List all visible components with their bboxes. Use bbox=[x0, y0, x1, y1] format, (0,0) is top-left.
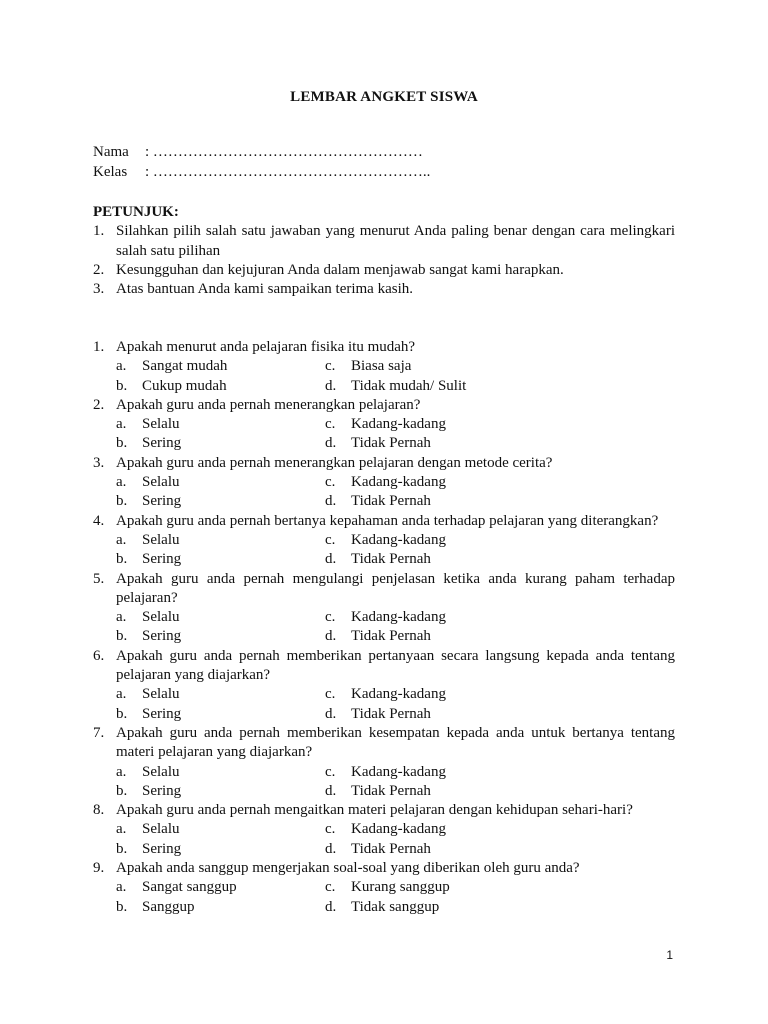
option-row bbox=[93, 473, 675, 492]
answer-option-c[interactable] bbox=[325, 763, 446, 782]
name-blank: : ……………………………………………… bbox=[145, 144, 423, 160]
answer-option-d[interactable] bbox=[325, 627, 431, 646]
answer-option-b[interactable] bbox=[116, 782, 181, 801]
option-text: Kadang-kadang bbox=[351, 763, 446, 780]
option-row bbox=[93, 608, 675, 627]
option-text: Selalu bbox=[142, 474, 180, 491]
question-text-line bbox=[93, 724, 675, 763]
option-text: Selalu bbox=[142, 821, 180, 838]
option-row bbox=[93, 531, 675, 550]
question-text-line bbox=[93, 647, 675, 686]
option-letter: a. bbox=[116, 821, 127, 838]
option-text: Tidak sanggup bbox=[351, 898, 440, 915]
option-row bbox=[93, 415, 675, 434]
instruction-text: Atas bantuan Anda kami sampaikan terima kasih. bbox=[116, 281, 414, 298]
option-letter: d. bbox=[325, 782, 337, 799]
option-text: Sering bbox=[142, 705, 182, 722]
option-text: Sangat mudah bbox=[142, 358, 228, 375]
answer-option-c[interactable] bbox=[325, 878, 450, 897]
question-text-line bbox=[93, 512, 675, 531]
page-title: LEMBAR ANGKET SISWA bbox=[290, 89, 478, 105]
question-number: 6. bbox=[93, 647, 105, 664]
question-number: 3. bbox=[93, 454, 105, 471]
question-number: 4. bbox=[93, 512, 105, 529]
option-row bbox=[93, 820, 675, 839]
option-letter: b. bbox=[116, 705, 128, 722]
answer-option-d[interactable] bbox=[325, 377, 466, 396]
answer-option-d[interactable] bbox=[325, 550, 431, 569]
option-letter: c. bbox=[325, 416, 336, 433]
option-row bbox=[93, 782, 675, 801]
answer-option-c[interactable] bbox=[325, 415, 446, 434]
answer-option-b[interactable] bbox=[116, 840, 181, 859]
question-number: 7. bbox=[93, 724, 105, 741]
option-letter: a. bbox=[116, 474, 127, 491]
option-letter: a. bbox=[116, 879, 127, 896]
option-letter: b. bbox=[116, 898, 128, 915]
option-text: Selalu bbox=[142, 686, 180, 703]
instruction-item bbox=[93, 222, 675, 261]
option-letter: c. bbox=[325, 609, 336, 626]
question-number: 1. bbox=[93, 339, 105, 355]
option-letter: b. bbox=[116, 628, 128, 645]
option-letter: d. bbox=[325, 628, 337, 645]
option-text: Sering bbox=[142, 493, 182, 510]
answer-option-c[interactable] bbox=[325, 608, 446, 627]
question-block bbox=[93, 859, 675, 917]
question-text: Apakah guru anda pernah memberikan kesempatan kepada anda untuk bertanya tentang materi pelajaran yang diajarkan? bbox=[116, 724, 675, 761]
option-letter: d. bbox=[325, 435, 337, 452]
question-number: 9. bbox=[93, 860, 105, 877]
question-text: Apakah guru anda pernah menerangkan pelajaran dengan metode cerita? bbox=[116, 454, 553, 471]
option-text: Sering bbox=[142, 840, 182, 857]
option-text: Sanggup bbox=[142, 898, 195, 915]
option-text: Kadang-kadang bbox=[351, 609, 446, 626]
option-letter: c. bbox=[325, 531, 336, 548]
answer-option-a[interactable] bbox=[116, 763, 180, 782]
option-letter: d. bbox=[325, 377, 337, 394]
question-text: Apakah guru anda pernah memberikan pertanyaan secara langsung kepada anda tentang pelajaran yang diajarkan? bbox=[116, 647, 675, 684]
answer-option-a[interactable] bbox=[116, 415, 180, 434]
option-letter: d. bbox=[325, 493, 337, 510]
instruction-number: 2. bbox=[93, 261, 105, 278]
instructions-heading: PETUNJUK: bbox=[93, 204, 179, 220]
answer-option-a[interactable] bbox=[116, 531, 180, 550]
option-text: Tidak Pernah bbox=[351, 493, 431, 510]
answer-option-b[interactable] bbox=[116, 377, 227, 396]
option-letter: a. bbox=[116, 686, 127, 703]
option-text: Tidak Pernah bbox=[351, 782, 431, 799]
option-text: Kadang-kadang bbox=[351, 416, 446, 433]
option-text: Selalu bbox=[142, 416, 180, 433]
answer-option-b[interactable] bbox=[116, 550, 181, 569]
answer-option-c[interactable] bbox=[325, 357, 411, 376]
answer-option-a[interactable] bbox=[116, 608, 180, 627]
option-letter: c. bbox=[325, 879, 336, 896]
question-text: Apakah guru anda pernah menerangkan pelajaran? bbox=[116, 396, 421, 413]
option-letter: d. bbox=[325, 840, 337, 857]
answer-option-d[interactable] bbox=[325, 434, 431, 453]
instruction-text: Kesungguhan dan kejujuran Anda dalam menjawab sangat kami harapkan. bbox=[116, 261, 564, 278]
question-text-line bbox=[93, 570, 675, 609]
answer-option-d[interactable] bbox=[325, 705, 431, 724]
question-text: Apakah guru anda pernah mengaitkan materi pelajaran dengan kehidupan sehari-hari? bbox=[116, 802, 633, 819]
question-block bbox=[93, 724, 675, 801]
question-list bbox=[93, 338, 675, 917]
option-text: Tidak Pernah bbox=[351, 435, 431, 452]
option-text: Kurang sanggup bbox=[351, 879, 450, 896]
answer-option-d[interactable] bbox=[325, 840, 431, 859]
option-text: Cukup mudah bbox=[142, 377, 227, 394]
instruction-item bbox=[93, 261, 675, 280]
option-letter: d. bbox=[325, 551, 337, 568]
answer-option-b[interactable] bbox=[116, 705, 181, 724]
option-letter: b. bbox=[116, 551, 128, 568]
option-letter: b. bbox=[116, 435, 128, 452]
answer-option-b[interactable] bbox=[116, 627, 181, 646]
question-number: 8. bbox=[93, 802, 105, 819]
question-block bbox=[93, 647, 675, 724]
question-number: 5. bbox=[93, 570, 105, 587]
option-text: Sering bbox=[142, 551, 182, 568]
question-block bbox=[93, 396, 675, 454]
instruction-number: 3. bbox=[93, 281, 105, 298]
option-letter: c. bbox=[325, 821, 336, 838]
option-row bbox=[93, 840, 675, 859]
answer-option-a[interactable] bbox=[116, 820, 180, 839]
option-letter: a. bbox=[116, 531, 127, 548]
option-text: Sering bbox=[142, 628, 182, 645]
option-row bbox=[93, 878, 675, 897]
option-text: Selalu bbox=[142, 609, 180, 626]
name-label: Nama bbox=[93, 144, 129, 160]
question-text: Apakah menurut anda pelajaran fisika itu mudah? bbox=[116, 339, 416, 355]
answer-option-c[interactable] bbox=[325, 685, 446, 704]
question-text: Apakah anda sanggup mengerjakan soal-soal yang diberikan oleh guru anda? bbox=[116, 860, 580, 877]
option-letter: a. bbox=[116, 609, 127, 626]
answer-option-c[interactable] bbox=[325, 820, 446, 839]
option-text: Sering bbox=[142, 782, 182, 799]
option-letter: b. bbox=[116, 493, 128, 510]
option-letter: b. bbox=[116, 840, 128, 857]
question-text-line bbox=[93, 338, 675, 357]
option-row bbox=[93, 357, 675, 376]
option-letter: a. bbox=[116, 416, 127, 433]
option-row bbox=[93, 550, 675, 569]
question-block bbox=[93, 454, 675, 512]
option-text: Kadang-kadang bbox=[351, 686, 446, 703]
answer-option-c[interactable] bbox=[325, 473, 446, 492]
option-text: Tidak Pernah bbox=[351, 551, 431, 568]
option-text: Tidak Pernah bbox=[351, 840, 431, 857]
answer-option-b[interactable] bbox=[116, 492, 181, 511]
answer-option-a[interactable] bbox=[116, 878, 237, 897]
option-letter: a. bbox=[116, 358, 127, 375]
option-row bbox=[93, 492, 675, 511]
instructions bbox=[93, 203, 675, 299]
answer-option-b[interactable] bbox=[116, 898, 195, 917]
option-row bbox=[93, 377, 675, 396]
option-letter: d. bbox=[325, 898, 337, 915]
answer-option-d[interactable] bbox=[325, 492, 431, 511]
question-number: 2. bbox=[93, 396, 105, 413]
instruction-item bbox=[93, 280, 675, 299]
option-letter: a. bbox=[116, 763, 127, 780]
option-text: Biasa saja bbox=[351, 358, 412, 375]
answer-option-d[interactable] bbox=[325, 898, 439, 917]
instruction-text: Silahkan pilih salah satu jawaban yang menurut Anda paling benar dengan cara melingkari salah satu pilihan bbox=[116, 223, 675, 259]
option-row bbox=[93, 763, 675, 782]
question-text-line bbox=[93, 859, 675, 878]
option-text: Kadang-kadang bbox=[351, 821, 446, 838]
question-block bbox=[93, 338, 675, 396]
answer-option-a[interactable] bbox=[116, 357, 227, 376]
question-text-line bbox=[93, 396, 675, 415]
question-text: Apakah guru anda pernah bertanya kepahaman anda terhadap pelajaran yang diterangkan? bbox=[116, 512, 659, 529]
option-text: Sangat sanggup bbox=[142, 879, 237, 896]
option-text: Tidak mudah/ Sulit bbox=[351, 377, 467, 394]
option-row bbox=[93, 627, 675, 646]
answer-option-c[interactable] bbox=[325, 531, 446, 550]
question-block bbox=[93, 570, 675, 647]
option-letter: c. bbox=[325, 686, 336, 703]
option-letter: c. bbox=[325, 474, 336, 491]
answer-option-b[interactable] bbox=[116, 434, 181, 453]
question-text-line bbox=[93, 454, 675, 473]
answer-option-a[interactable] bbox=[116, 473, 180, 492]
question-block bbox=[93, 512, 675, 570]
answer-option-a[interactable] bbox=[116, 685, 180, 704]
option-text: Selalu bbox=[142, 763, 180, 780]
option-row bbox=[93, 898, 675, 917]
page-number: 1 bbox=[666, 948, 673, 962]
class-label: Kelas bbox=[93, 164, 128, 180]
option-letter: c. bbox=[325, 763, 336, 780]
option-text: Kadang-kadang bbox=[351, 474, 446, 491]
option-text: Tidak Pernah bbox=[351, 628, 431, 645]
question-text: Apakah guru anda pernah mengulangi penjelasan ketika anda kurang paham terhadap pelajaran? bbox=[116, 570, 675, 606]
question-text-line bbox=[93, 801, 675, 820]
option-text: Kadang-kadang bbox=[351, 531, 446, 548]
option-text: Sering bbox=[142, 435, 182, 452]
class-blank: : ……………………………………………….. bbox=[145, 164, 431, 180]
instruction-number: 1. bbox=[93, 223, 105, 240]
option-row bbox=[93, 685, 675, 704]
option-letter: b. bbox=[116, 377, 128, 394]
question-block bbox=[93, 801, 675, 859]
option-text: Tidak Pernah bbox=[351, 705, 431, 722]
option-letter: c. bbox=[325, 358, 336, 375]
option-letter: d. bbox=[325, 705, 337, 722]
option-text: Selalu bbox=[142, 531, 180, 548]
option-row bbox=[93, 434, 675, 453]
option-letter: b. bbox=[116, 782, 128, 799]
answer-option-d[interactable] bbox=[325, 782, 431, 801]
option-row bbox=[93, 705, 675, 724]
